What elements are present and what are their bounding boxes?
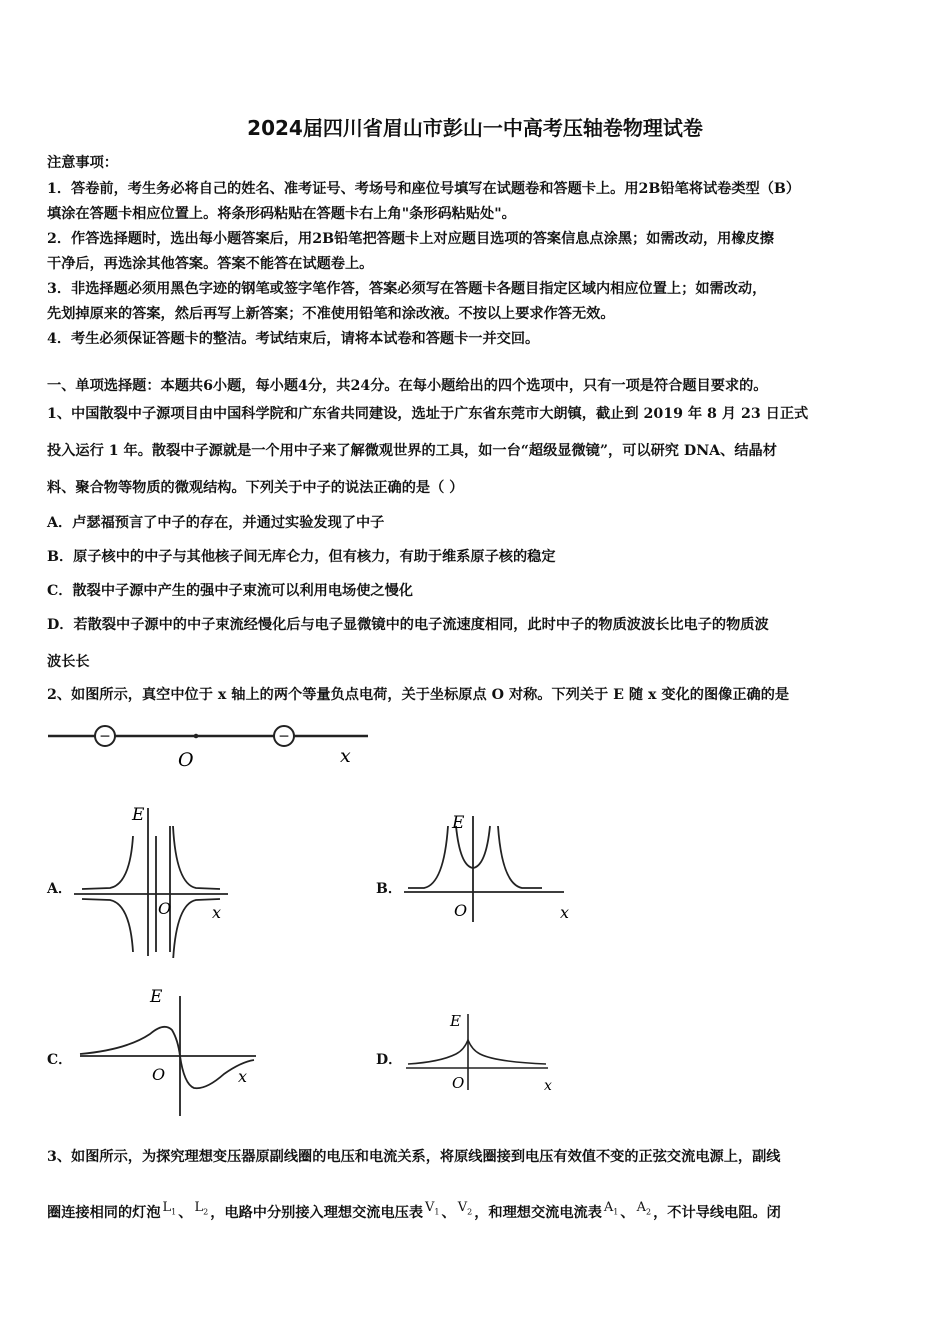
origin-label: O (178, 749, 194, 771)
q1-stem: 投入运行 1 年。散裂中子源就是一个用中子来了解微观世界的工具，如一台“超级显微镜”，可以研究 DNA、结晶材 (47, 443, 777, 459)
q2-option-b-label: B． (376, 881, 402, 897)
svg-text:O: O (158, 899, 172, 918)
svg-text:O: O (452, 1074, 465, 1090)
lamp-l1-symbol: $L_1$ (162, 1200, 177, 1217)
q1-option-d-cont: 波长长 (47, 654, 90, 670)
svg-text:O: O (152, 1065, 166, 1084)
notice-line: 2．作答选择题时，选出每小题答案后，用2B铅笔把答题卡上对应题目选项的答案信息点涂黑；如需改动，用橡皮擦 (47, 231, 774, 247)
q1-stem: 料、聚合物等物质的微观结构。下列关于中子的说法正确的是（ ） (47, 480, 464, 496)
ammeter-a1-symbol: $A_1$ (603, 1200, 619, 1217)
svg-text:O: O (454, 901, 468, 920)
charge-axis-figure (44, 720, 374, 772)
svg-text:x: x (560, 903, 570, 922)
notice-line: 3．非选择题必须用黑色字迹的钢笔或签字笔作答，答案必须写在答题卡各题目指定区域内相应位置上；如需改动， (47, 281, 767, 297)
svg-text:E: E (452, 813, 465, 833)
q3-stem-line2: 圈连接相同的灯泡 $L_1$ 、 $L_2$ ，电路中分别接入理想交流电压表 $V_1$ 、 $V_2$ ，和理想交流电流表 $A_1$ 、 $A_2$ ，不计导线电阻。闭 (47, 1200, 781, 1221)
svg-text:−: − (278, 728, 290, 745)
voltmeter-v2-symbol: $V_2$ (457, 1200, 473, 1217)
page-title: 2024届四川省眉山市彭山一中高考压轴卷物理试卷 (247, 116, 703, 140)
graph-d[interactable] (400, 1006, 570, 1090)
lamp-l2-symbol: $L_2$ (194, 1200, 209, 1217)
notice-line: 先划掉原来的答案，然后再写上新答案；不准使用铅笔和涂改液。不按以上要求作答无效。 (47, 306, 615, 322)
svg-text:−: − (99, 728, 111, 745)
graph-c[interactable] (76, 984, 260, 1118)
q1-option-a: A．卢瑟福预言了中子的存在，并通过实验发现了中子 (47, 515, 385, 531)
q1-option-c: C．散裂中子源中产生的强中子束流可以利用电场使之慢化 (47, 583, 413, 599)
q3-stem: 3、如图所示，为探究理想变压器原副线圈的电压和电流关系，将原线圈接到电压有效值不变的正弦交流电源上，副线 (47, 1149, 781, 1165)
q2-stem: 2、如图所示，真空中位于 x 轴上的两个等量负点电荷，关于坐标原点 O 对称。下列关于 E 随 x 变化的图像正确的是 (47, 687, 790, 703)
svg-text:x: x (238, 1067, 248, 1086)
svg-text:E: E (132, 805, 145, 825)
q1-option-b: B．原子核中的中子与其他核子间无库仑力，但有核力，有助于维系原子核的稳定 (47, 549, 556, 565)
svg-text:x: x (544, 1078, 552, 1090)
graph-b[interactable] (400, 808, 580, 924)
q2-option-d-label: D． (376, 1052, 403, 1068)
notice-line: 4．考生必须保证答题卡的整洁。考试结束后，请将本试卷和答题卡一并交回。 (47, 331, 540, 347)
ammeter-a2-symbol: $A_2$ (636, 1200, 652, 1217)
notice-heading: 注意事项： (47, 155, 118, 171)
svg-text:E: E (450, 1012, 461, 1030)
q2-option-a-label: A． (47, 881, 72, 897)
q1-stem: 1、中国散裂中子源项目由中国科学院和广东省共同建设，选址于广东省东莞市大朗镇，截止到 2019 年 8 月 23 日正式 (47, 406, 809, 422)
q1-option-d: D．若散裂中子源中的中子束流经慢化后与电子显微镜中的电子流速度相同，此时中子的物质波波长比电子的物质波 (47, 617, 769, 633)
q2-option-c-label: C． (47, 1052, 73, 1068)
notice-line: 1．答卷前，考生务必将自己的姓名、准考证号、考场号和座位号填写在试题卷和答题卡上。用2B铅笔将试卷类型（B） (47, 181, 801, 197)
notice-line: 干净后，再选涂其他答案。答案不能答在试题卷上。 (47, 256, 374, 272)
x-axis-label: x (340, 745, 351, 767)
graph-a[interactable] (70, 796, 240, 958)
section-heading: 一、单项选择题：本题共6小题，每小题4分，共24分。在每小题给出的四个选项中，只有一项是符合题目要求的。 (47, 378, 768, 394)
voltmeter-v1-symbol: $V_1$ (425, 1200, 440, 1217)
notice-line: 填涂在答题卡相应位置上。将条形码粘贴在答题卡右上角"条形码粘贴处"。 (47, 206, 516, 222)
svg-text:x: x (212, 903, 222, 922)
svg-text:E: E (150, 987, 163, 1007)
